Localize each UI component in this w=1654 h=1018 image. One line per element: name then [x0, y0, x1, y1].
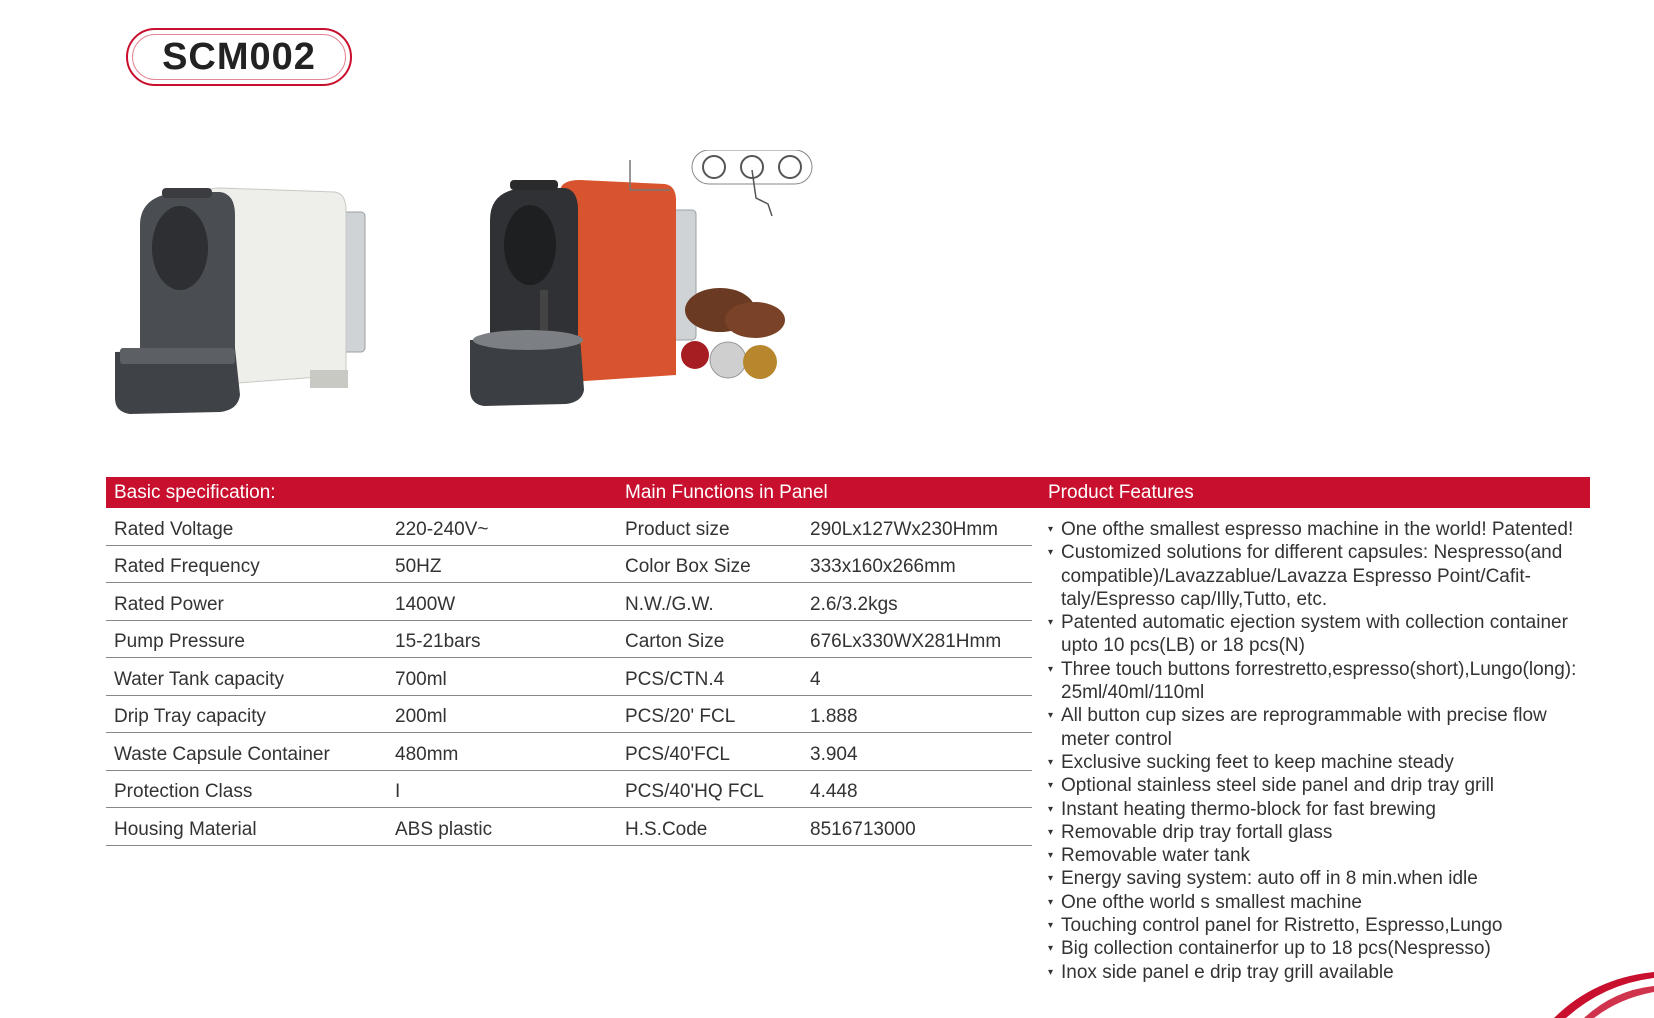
feature-item: ▾ Patented automatic ejection system with collection container upto 10 pcs(LB) or 18 pcs(N) — [1048, 611, 1593, 658]
orange-coffee-machine-image — [470, 150, 830, 420]
feature-item: ▾ Optional stainless steel side panel and drip tray grill — [1048, 774, 1593, 797]
spec-value: 700ml — [395, 669, 447, 690]
spec-value: 15-21bars — [395, 631, 481, 652]
spec-label: Rated Voltage — [114, 519, 234, 540]
corner-swoosh-decoration — [1554, 968, 1654, 1018]
feature-item: ▾ Three touch buttons forrestretto,espresso(short),Lungo(long): 25ml/40ml/110ml — [1048, 658, 1593, 705]
spec-row — [106, 508, 1032, 546]
spec-label: Protection Class — [114, 781, 253, 802]
spec-value: 200ml — [395, 706, 447, 727]
spec-row — [106, 695, 1032, 733]
spec-row — [106, 545, 1032, 583]
function-label: N.W./G.W. — [625, 594, 714, 615]
model-title: SCM002 — [162, 35, 316, 78]
spec-label: Drip Tray capacity — [114, 706, 267, 727]
spec-label: Pump Pressure — [114, 631, 245, 652]
function-value: 4 — [810, 669, 821, 690]
feature-item: ▾ Exclusive sucking feet to keep machine steady — [1048, 751, 1593, 774]
feature-item: ▾ One ofthe smallest espresso machine in the world! Patented! — [1048, 518, 1593, 541]
function-value: 676Lx330WX281Hmm — [810, 631, 1002, 652]
spec-label: Waste Capsule Container — [114, 744, 330, 765]
feature-item: ▾ One ofthe world s smallest machine — [1048, 891, 1593, 914]
function-value: 2.6/3.2kgs — [810, 594, 898, 615]
feature-item: ▾ Customized solutions for different capsules: Nespresso(and compatible)/Lavazzablue/Lavazza Espresso Point/Cafit-taly/Espresso cap/Illy,Tutto, etc. — [1048, 541, 1593, 611]
feature-item: ▾ Removable water tank — [1048, 844, 1593, 867]
function-value: 4.448 — [810, 781, 858, 802]
white-coffee-machine-image — [110, 170, 380, 420]
function-label: Color Box Size — [625, 556, 751, 577]
product-features-heading: Product Features — [1048, 482, 1194, 503]
spec-row — [106, 770, 1032, 808]
feature-item: ▾ Instant heating thermo-block for fast brewing — [1048, 798, 1593, 821]
function-value: 3.904 — [810, 744, 858, 765]
function-label: H.S.Code — [625, 819, 708, 840]
function-value: 333x160x266mm — [810, 556, 956, 577]
feature-item: ▾ Inox side panel e drip tray grill available — [1048, 961, 1593, 984]
function-label: PCS/40'HQ FCL — [625, 781, 764, 802]
feature-item: ▾ Big collection containerfor up to 18 pcs(Nespresso) — [1048, 937, 1593, 960]
spec-value: 1400W — [395, 594, 456, 615]
spec-header-bar — [106, 477, 1590, 508]
spec-row — [106, 583, 1032, 621]
feature-item: ▾ All button cup sizes are reprogrammable with precise flow meter control — [1048, 704, 1593, 751]
spec-label: Housing Material — [114, 819, 257, 840]
feature-item: ▾ Removable drip tray fortall glass — [1048, 821, 1593, 844]
spec-row — [106, 620, 1032, 658]
spec-value: 220-240V~ — [395, 519, 489, 540]
function-value: 1.888 — [810, 706, 858, 727]
basic-spec-heading: Basic specification: — [114, 482, 276, 503]
feature-item: ▾ Energy saving system: auto off in 8 min.when idle — [1048, 867, 1593, 890]
spec-value: I — [395, 781, 401, 802]
spec-value: ABS plastic — [395, 819, 493, 840]
function-value: 290Lx127Wx230Hmm — [810, 519, 998, 540]
function-label: PCS/CTN.4 — [625, 669, 725, 690]
spec-label: Rated Frequency — [114, 556, 260, 577]
product-features-list — [1048, 518, 1593, 984]
spec-label: Water Tank capacity — [114, 669, 285, 690]
feature-item: ▾ Touching control panel for Ristretto, Espresso,Lungo — [1048, 914, 1593, 937]
spec-row — [106, 658, 1032, 696]
model-badge — [126, 28, 352, 86]
main-functions-heading: Main Functions in Panel — [625, 482, 828, 503]
spec-value: 50HZ — [395, 556, 442, 577]
function-label: Product size — [625, 519, 730, 540]
function-value: 8516713000 — [810, 819, 916, 840]
function-label: PCS/40'FCL — [625, 744, 731, 765]
spec-label: Rated Power — [114, 594, 224, 615]
spec-row — [106, 808, 1032, 846]
spec-value: 480mm — [395, 744, 459, 765]
spec-row — [106, 733, 1032, 771]
function-label: Carton Size — [625, 631, 725, 652]
function-label: PCS/20' FCL — [625, 706, 736, 727]
